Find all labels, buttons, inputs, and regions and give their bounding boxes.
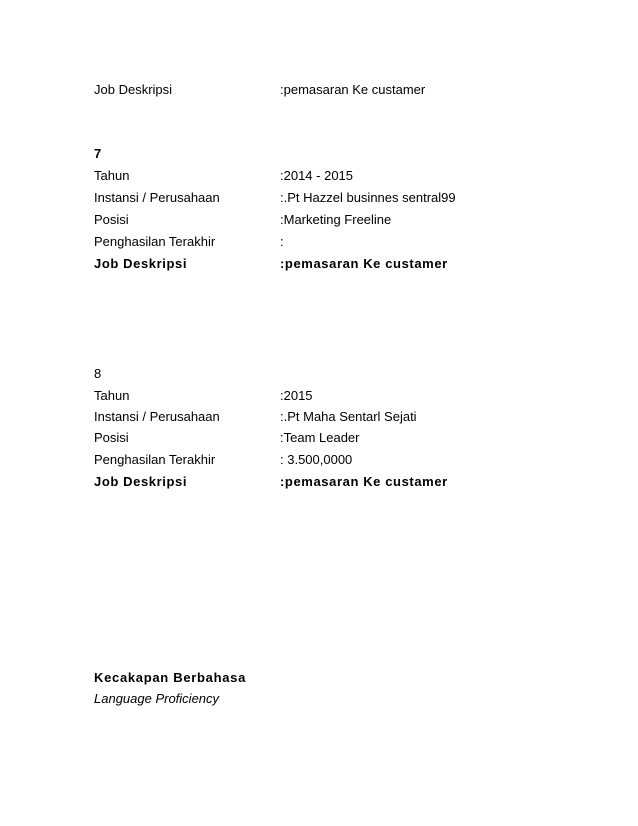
row-value: :pemasaran Ke custamer <box>280 474 448 489</box>
row-label: Tahun <box>94 168 130 183</box>
row-value: :pemasaran Ke custamer <box>280 256 448 271</box>
entry-8-job-description-row <box>94 472 614 492</box>
row-value: :pemasaran Ke custamer <box>280 82 426 97</box>
row-value: :.Pt Hazzel businnes sentral99 <box>280 190 456 205</box>
row-value: :2014 - 2015 <box>280 168 354 183</box>
entry-7-income-row <box>94 232 614 252</box>
entry-number-8: 8 <box>94 366 102 381</box>
row-value: : <box>280 234 284 249</box>
entry-7-position-row <box>94 210 614 230</box>
entry-7-job-description-row <box>94 254 614 274</box>
row-label: Job Deskripsi <box>94 82 173 97</box>
section-title-language: Kecakapan Berbahasa <box>94 670 247 685</box>
row-label: Instansi / Perusahaan <box>94 409 220 424</box>
entry-8-company-row <box>94 407 614 427</box>
entry-number-7: 7 <box>94 146 102 161</box>
entry-8-year-row <box>94 386 614 406</box>
row-label: Tahun <box>94 388 130 403</box>
entry-7-year-row <box>94 166 614 186</box>
row-value: :.Pt Maha Sentarl Sejati <box>280 409 417 424</box>
section-subtitle-language: Language Proficiency <box>94 691 220 706</box>
row-label: Posisi <box>94 430 129 445</box>
row-label: Job Deskripsi <box>94 256 188 271</box>
row-value: :2015 <box>280 388 313 403</box>
row-value: :Marketing Freeline <box>280 212 392 227</box>
row-label: Penghasilan Terakhir <box>94 234 216 249</box>
entry-8-position-row <box>94 428 614 448</box>
row-value: : 3.500,0000 <box>280 452 353 467</box>
entry-7-company-row <box>94 188 614 208</box>
job-description-row <box>94 80 614 100</box>
row-label: Penghasilan Terakhir <box>94 452 216 467</box>
row-value: :Team Leader <box>280 430 360 445</box>
row-label: Instansi / Perusahaan <box>94 190 220 205</box>
row-label: Job Deskripsi <box>94 474 188 489</box>
entry-8-income-row <box>94 450 614 470</box>
row-label: Posisi <box>94 212 129 227</box>
